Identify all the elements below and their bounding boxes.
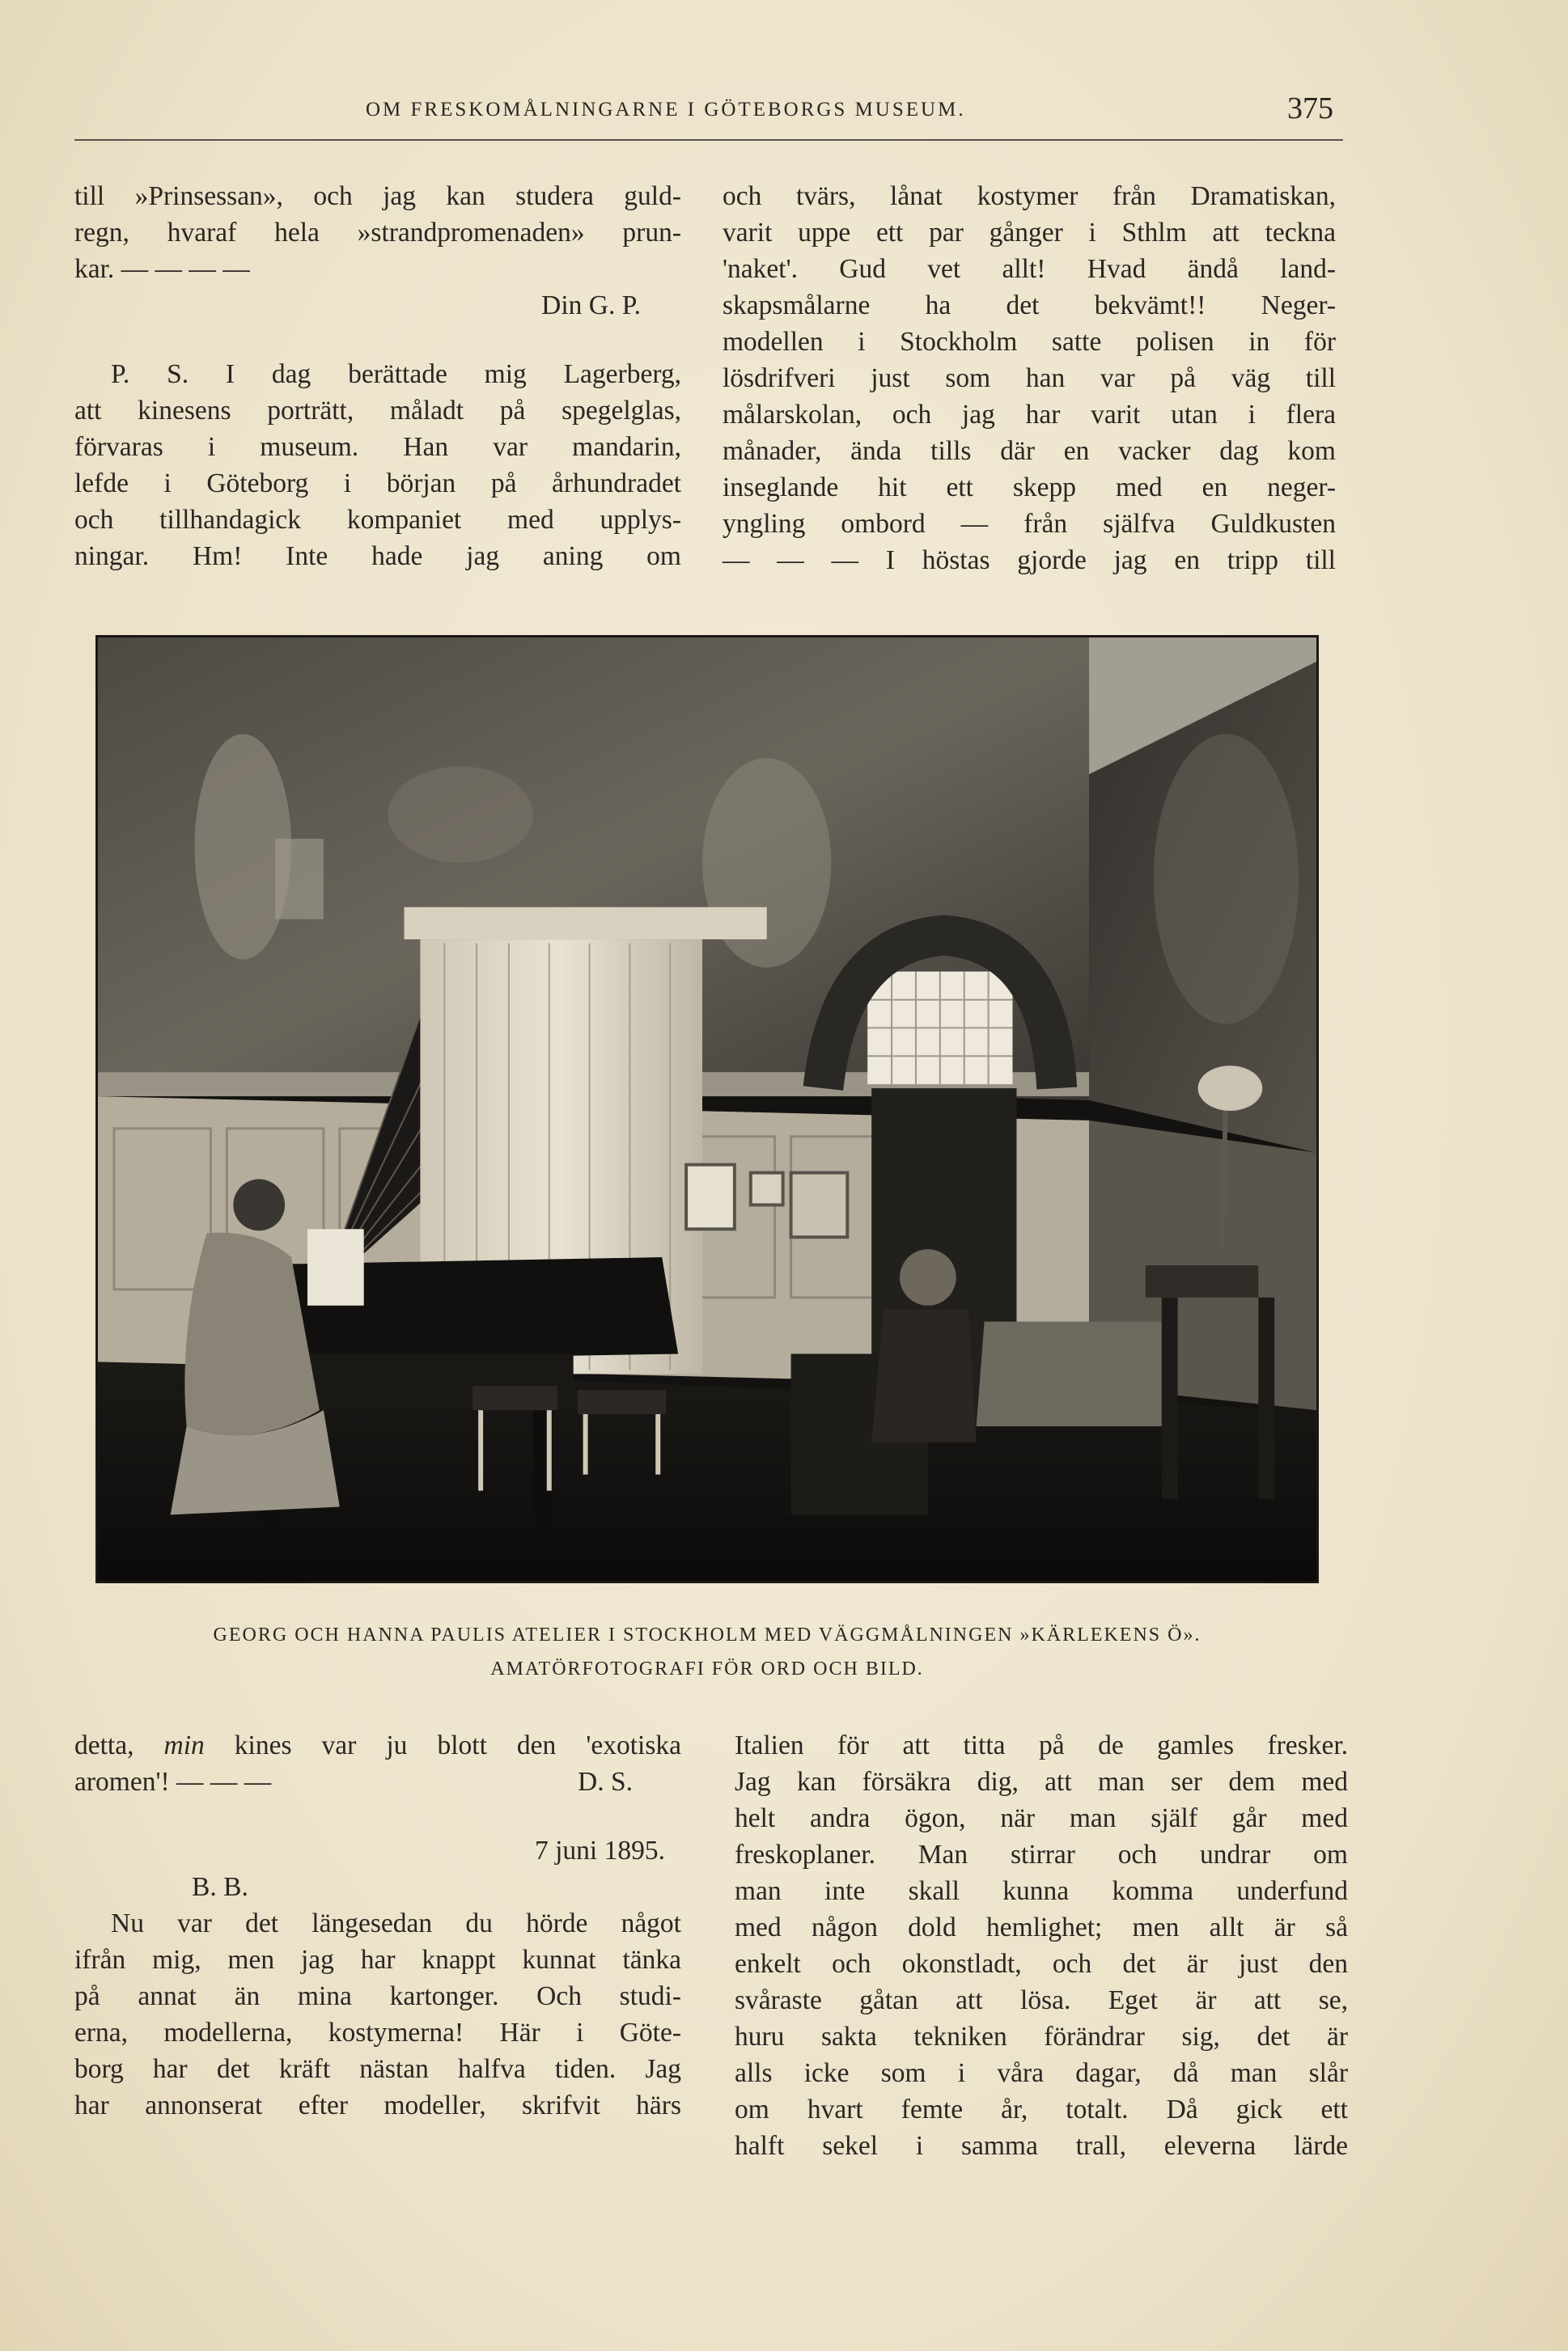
text-line: till »Prinsessan», och jag kan studera guld- — [74, 181, 681, 211]
letter-salutation: B. B. — [192, 1872, 248, 1902]
text-line: varit uppe ett par gånger i Sthlm att teckna — [723, 218, 1336, 248]
top-right-column — [723, 178, 1336, 578]
page-number: 375 — [1287, 91, 1333, 125]
text-line: P. S. I dag berättade mig Lagerberg, — [111, 359, 681, 389]
text-line — [74, 1727, 681, 1764]
figure-caption-line1: GEORG OCH HANNA PAULIS ATELIER I STOCKHOLM MED VÄGGMÅLNINGEN »KÄRLEKENS Ö». — [213, 1625, 1201, 1646]
text-line: har annonserat efter modeller, skrifvit härs — [74, 2090, 681, 2120]
text-line: på annat än mina kartonger. Och studi- — [74, 1981, 681, 2011]
text-line: helt andra ögon, när man själf går med — [735, 1803, 1348, 1833]
text-line: huru sakta tekniken förändrar sig, det är — [735, 2022, 1348, 2052]
text-line: alls icke som i våra dagar, då man slår — [735, 2058, 1348, 2088]
text-line: yngling ombord — från själfva Guldkusten — [723, 509, 1336, 539]
text-line: — — — I höstas gjorde jag en tripp till — [723, 545, 1336, 575]
letter-signature: D. S. — [578, 1767, 633, 1797]
text-line: skapsmålarne ha det bekvämt!! Neger- — [723, 290, 1336, 320]
text-line: lösdrifveri just som han var på väg till — [723, 363, 1336, 393]
text-line: och tvärs, lånat kostymer från Dramatiskan, — [723, 181, 1336, 211]
text-line: man inte skall kunna komma underfund — [735, 1876, 1348, 1906]
bottom-left-column — [74, 1727, 681, 2124]
text-line: ifrån mig, men jag har knappt kunnat tänka — [74, 1945, 681, 1975]
letter-date: 7 juni 1895. — [535, 1836, 665, 1866]
text-fragment: kines var ju blott den 'exotiska — [204, 1730, 681, 1760]
text-line: om hvart femte år, totalt. Då gick ett — [735, 2095, 1348, 2124]
text-line: halft sekel i samma trall, eleverna lärde — [735, 2131, 1348, 2161]
text-line — [74, 1764, 681, 1800]
bottom-right-column — [735, 1727, 1348, 2164]
paragraph-gap — [74, 324, 681, 356]
text-line: månader, ända tills där en vacker dag kom — [723, 436, 1336, 466]
figure-caption-line2: AMATÖRFOTOGRAFI FÖR ORD OCH BILD. — [490, 1658, 924, 1680]
text-line: inseglande hit ett skepp med en neger- — [723, 472, 1336, 502]
top-left-column — [74, 178, 681, 574]
running-title: OM FRESKOMÅLNINGARNE I GÖTEBORGS MUSEUM. — [366, 99, 966, 121]
text-line: Jag kan försäkra dig, att man ser dem med — [735, 1767, 1348, 1797]
text-line: borg har det kräft nästan halfva tiden. Jag — [74, 2054, 681, 2084]
text-line: Nu var det längesedan du hörde något — [111, 1908, 681, 1938]
page-header — [74, 91, 1343, 141]
text-line: regn, hvaraf hela »strandpromenaden» prun- — [74, 218, 681, 248]
text-line: Italien för att titta på de gamles fresker. — [735, 1730, 1348, 1760]
text-fragment: detta, — [74, 1730, 164, 1760]
text-line: att kinesens porträtt, måladt på spegelglas, — [74, 396, 681, 426]
text-line: freskoplaner. Man stirrar och undrar om — [735, 1840, 1348, 1870]
emphasized-word: min — [163, 1730, 205, 1760]
atelier-photograph — [95, 635, 1319, 1583]
text-line: enkelt och okonstladt, och det är just den — [735, 1949, 1348, 1979]
text-line: med någon dold hemlighet; men allt är så — [735, 1913, 1348, 1942]
paragraph-gap — [74, 1800, 681, 1832]
text-line: erna, modellerna, kostymerna! Här i Göte- — [74, 2018, 681, 2048]
text-line: 'naket'. Gud vet allt! Hvad ändå land- — [723, 254, 1336, 284]
text-line: modellen i Stockholm satte polisen in för — [723, 327, 1336, 357]
text-line: kar. — — — — — [74, 254, 250, 284]
letter-signature: Din G. P. — [541, 290, 641, 320]
text-line: och tillhandagick kompaniet med upplys- — [74, 505, 681, 535]
text-line: målarskolan, och jag har varit utan i flera — [723, 400, 1336, 430]
photo-illustration — [98, 638, 1316, 1581]
text-fragment: aromen'! — — — — [74, 1767, 272, 1797]
text-line: förvaras i museum. Han var mandarin, — [74, 432, 681, 462]
text-line: lefde i Göteborg i början på århundradet — [74, 468, 681, 498]
text-line: svåraste gåtan att lösa. Eget är att se, — [735, 1985, 1348, 2015]
text-line: ningar. Hm! Inte hade jag aning om — [74, 541, 681, 571]
